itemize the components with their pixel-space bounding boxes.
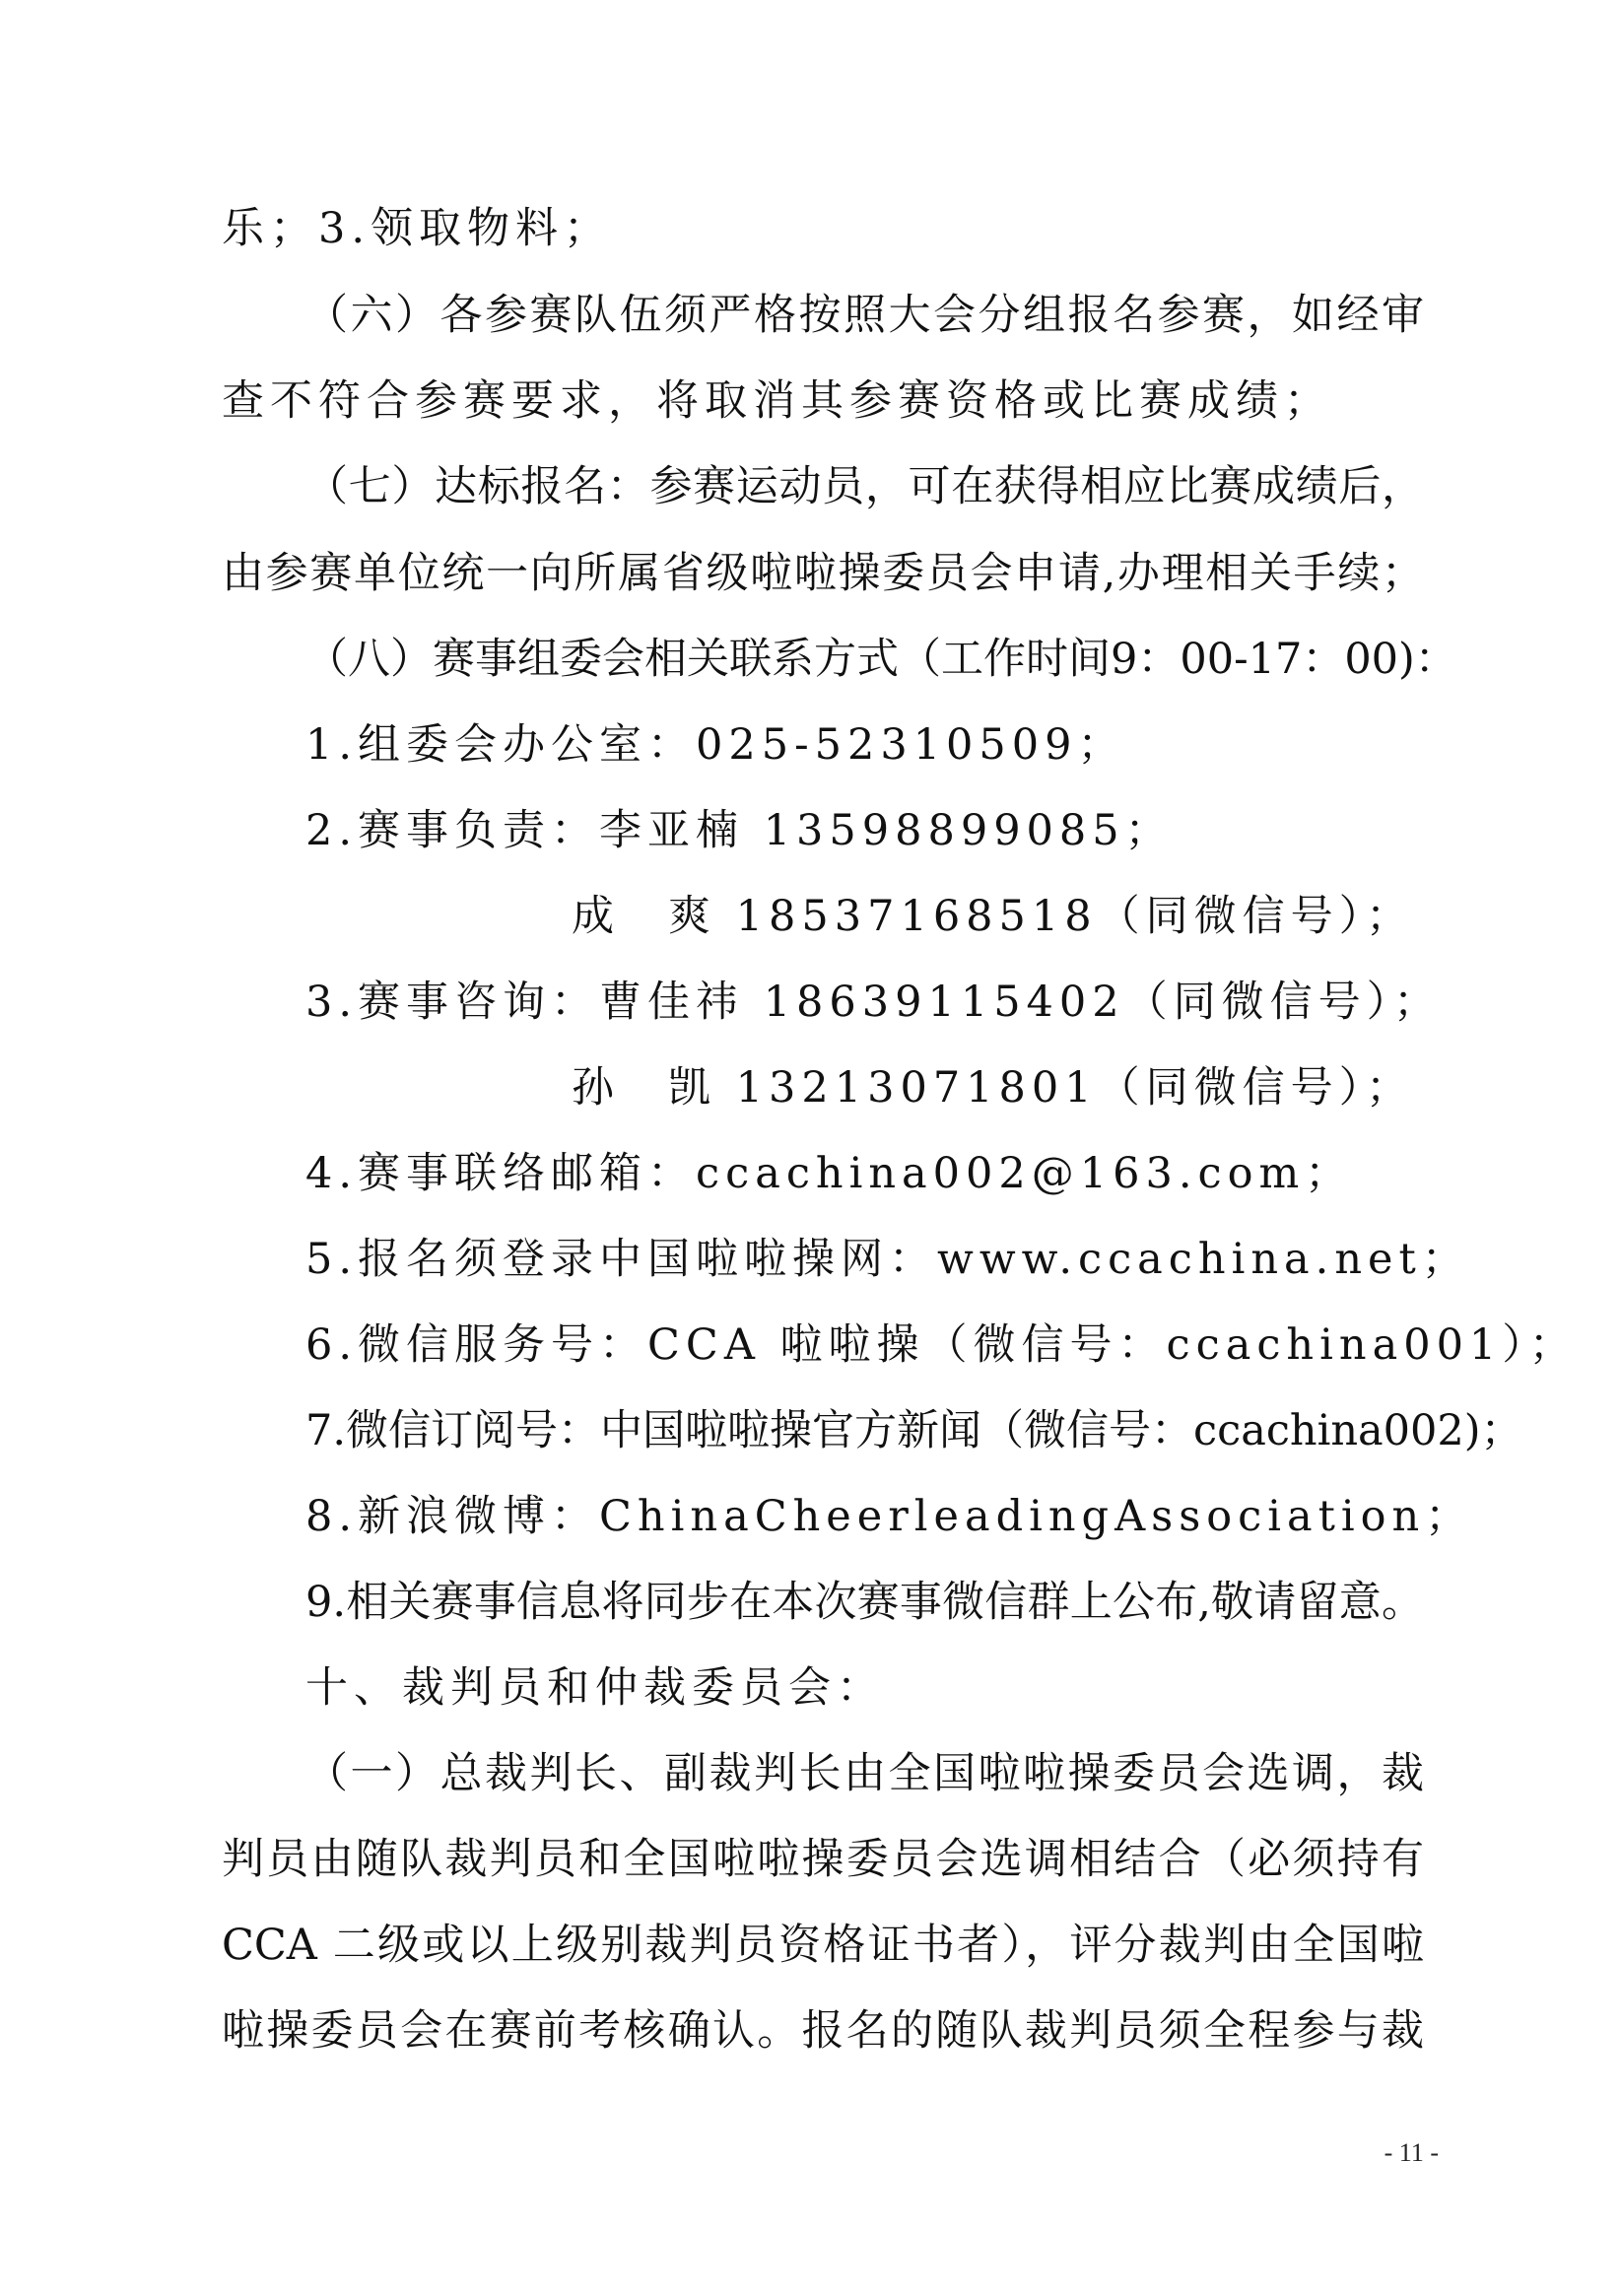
- text-line-20: 判员由随队裁判员和全国啦啦操委员会选调相结合（必须持有: [222, 1835, 1424, 1884]
- text-line-5: 由参赛单位统一向所属省级啦啦操委员会申请,办理相关手续；: [222, 549, 1424, 598]
- text-line-11: 孙 凯 13213071801（同微信号）；: [572, 1063, 1415, 1113]
- text-line-8: 2.赛事负责：李亚楠 13598899085；: [305, 806, 1174, 855]
- text-line-9: 成 爽 18537168518（同微信号）；: [572, 892, 1415, 941]
- text-line-15: 7.微信订阅号：中国啦啦操官方新闻（微信号：ccachina002)；: [305, 1406, 1523, 1455]
- text-line-14: 6.微信服务号：CCA 啦啦操（微信号：ccachina001）；: [305, 1320, 1578, 1370]
- text-line-4: （七）达标报名：参赛运动员，可在获得相应比赛成绩后，: [305, 462, 1424, 511]
- text-line-12: 4.赛事联络邮箱：ccachina002@163.com；: [305, 1149, 1354, 1198]
- text-line-19: （一）总裁判长、副裁判长由全国啦啦操委员会选调，裁: [305, 1749, 1424, 1798]
- text-line-17: 9.相关赛事信息将同步在本次赛事微信群上公布,敬请留意。: [305, 1578, 1424, 1627]
- text-line-7: 1.组委会办公室：025-52310509；: [305, 720, 1126, 770]
- text-line-16: 8.新浪微博：ChinaCheerleadingAssociation；: [305, 1492, 1474, 1541]
- text-line-21: CCA 二级或以上级别裁判员资格证书者），评分裁判由全国啦: [222, 1921, 1424, 1970]
- page-number: - 11 -: [1384, 2138, 1439, 2167]
- text-line-3: 查不符合参赛要求，将取消其参赛资格或比赛成绩；: [222, 376, 1332, 426]
- text-line-2: （六）各参赛队伍须严格按照大会分组报名参赛，如经审: [305, 291, 1424, 340]
- text-line-10: 3.赛事咨询：曹佳祎 18639115402（同微信号）；: [305, 978, 1443, 1027]
- text-line-6: （八）赛事组委会相关联系方式（工作时间9：00-17：00)：: [305, 635, 1457, 684]
- text-line-18: 十、裁判员和仲裁委员会：: [305, 1663, 885, 1713]
- text-line-1: 乐；3.领取物料；: [222, 204, 613, 253]
- text-line-22: 啦操委员会在赛前考核确认。报名的随队裁判员须全程参与裁: [222, 2006, 1424, 2056]
- text-line-13: 5.报名须登录中国啦啦操网：www.ccachina.net；: [305, 1235, 1470, 1284]
